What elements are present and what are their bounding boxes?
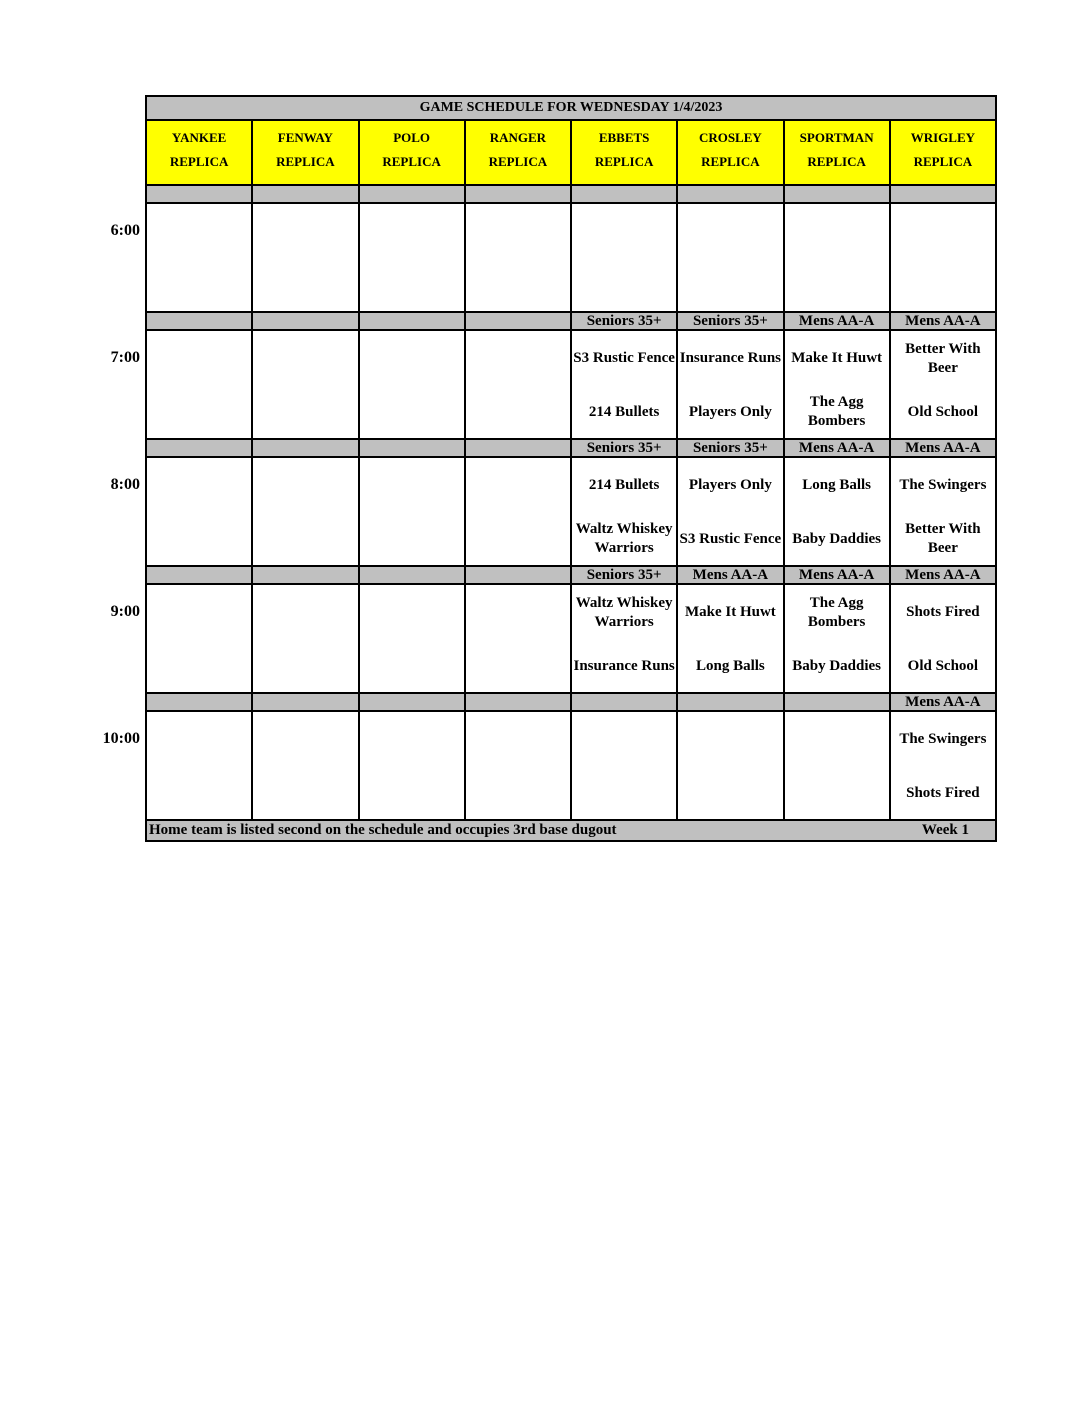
division-label: Seniors 35+ [572, 567, 678, 583]
away-team: Waltz Whiskey Warriors [575, 594, 673, 630]
division-label [147, 694, 253, 710]
division-label [891, 186, 995, 202]
division-label: Seniors 35+ [572, 313, 678, 329]
field-header-fenway [253, 121, 359, 184]
game-slot-row [147, 585, 995, 692]
game-cell [891, 458, 995, 565]
game-cell [360, 585, 466, 692]
field-type: REPLICA [807, 154, 866, 169]
field-name: EBBETS [598, 130, 650, 145]
game-cell [785, 585, 891, 692]
game-cell [147, 204, 253, 311]
time-label: 9:00 [110, 603, 140, 620]
game-slot-row [147, 458, 995, 565]
field-header-ranger [466, 121, 572, 184]
schedule-table [145, 95, 997, 842]
division-row [147, 438, 995, 458]
home-team: Players Only [688, 403, 772, 420]
game-cell [466, 458, 572, 565]
game-cell [253, 712, 359, 819]
division-label: Seniors 35+ [572, 440, 678, 456]
game-cell [785, 458, 891, 565]
game-cell [147, 712, 253, 819]
field-header-crosley [678, 121, 784, 184]
game-cell [572, 585, 678, 692]
time-label: 6:00 [110, 222, 140, 239]
division-row [147, 311, 995, 331]
field-name: SPORTMAN [799, 130, 874, 145]
away-team: The Swingers [899, 477, 987, 493]
game-slot-row [147, 331, 995, 438]
away-team: The Agg Bombers [807, 594, 866, 630]
game-cell [147, 585, 253, 692]
game-cell [253, 204, 359, 311]
game-cell [253, 585, 359, 692]
division-label [253, 313, 359, 329]
field-type: REPLICA [169, 154, 229, 169]
division-label [147, 567, 253, 583]
away-team: Long Balls [802, 477, 872, 493]
division-label [147, 313, 253, 329]
game-cell [678, 331, 784, 438]
game-cell [891, 585, 995, 692]
division-label [360, 313, 466, 329]
game-cell [678, 585, 784, 692]
game-cell [360, 204, 466, 311]
home-team: Waltz Whiskey Warriors [575, 521, 673, 556]
division-label: Mens AA-A [678, 567, 784, 583]
away-team: S3 Rustic Fence [573, 350, 675, 366]
field-name: CROSLEY [698, 130, 762, 145]
home-team: Insurance Runs [573, 657, 675, 674]
division-label: Seniors 35+ [678, 440, 784, 456]
game-cell [572, 204, 678, 311]
time-label: 10:00 [102, 730, 140, 747]
division-label: Mens AA-A [785, 567, 891, 583]
game-cell [466, 712, 572, 819]
game-cell [891, 331, 995, 438]
division-label [466, 567, 572, 583]
division-label [360, 440, 466, 456]
game-cell [360, 712, 466, 819]
time-slots [147, 184, 995, 819]
division-label: Mens AA-A [785, 440, 891, 456]
away-team: 214 Bullets [588, 477, 660, 493]
division-label [360, 694, 466, 710]
division-label [785, 694, 891, 710]
division-label [466, 313, 572, 329]
division-label [253, 567, 359, 583]
field-name: FENWAY [277, 130, 333, 145]
game-cell [678, 458, 784, 565]
field-header-row [147, 121, 995, 184]
division-label [147, 440, 253, 456]
away-team: Make It Huwt [684, 604, 776, 620]
game-cell [360, 458, 466, 565]
division-row [147, 184, 995, 204]
division-label [572, 186, 678, 202]
division-label [360, 186, 466, 202]
game-slot-row [147, 204, 995, 311]
field-type: REPLICA [913, 154, 973, 169]
division-label [678, 186, 784, 202]
home-team: S3 Rustic Fence [679, 530, 782, 547]
field-type: REPLICA [382, 154, 441, 169]
schedule-footer [147, 819, 995, 840]
game-cell [785, 331, 891, 438]
week-label: Week 1 [921, 822, 969, 838]
game-cell [147, 458, 253, 565]
field-header-polo [360, 121, 466, 184]
game-cell [785, 712, 891, 819]
game-cell [466, 204, 572, 311]
game-cell [891, 712, 995, 819]
field-type: REPLICA [488, 154, 548, 169]
away-team: Make It Huwt [791, 350, 883, 366]
home-team: 214 Bullets [588, 403, 660, 420]
schedule-title: GAME SCHEDULE FOR WEDNESDAY 1/4/2023 [147, 97, 995, 121]
division-row [147, 565, 995, 585]
division-label [253, 186, 359, 202]
game-cell [253, 331, 359, 438]
division-label [466, 440, 572, 456]
field-header-yankee [147, 121, 253, 184]
division-label [253, 440, 359, 456]
time-label: 7:00 [110, 349, 140, 366]
game-cell [572, 331, 678, 438]
game-cell [253, 458, 359, 565]
game-cell [891, 204, 995, 311]
away-team: Better With Beer [905, 340, 981, 376]
game-cell [572, 458, 678, 565]
game-cell [466, 585, 572, 692]
away-team: Shots Fired [906, 604, 980, 620]
field-name: YANKEE [171, 130, 227, 145]
field-name: RANGER [489, 130, 547, 145]
time-label: 8:00 [110, 476, 140, 493]
division-label: Mens AA-A [905, 313, 981, 329]
field-name: POLO [393, 130, 431, 145]
division-label: Mens AA-A [785, 313, 891, 329]
away-team: The Swingers [899, 731, 987, 747]
home-team: Shots Fired [906, 784, 980, 801]
division-label [572, 694, 678, 710]
field-header-sportman [785, 121, 891, 184]
home-team: Old School [907, 403, 979, 420]
division-label [466, 186, 572, 202]
division-label: Mens AA-A [905, 440, 981, 456]
field-type: REPLICA [276, 154, 335, 169]
game-cell [678, 204, 784, 311]
division-label [466, 694, 572, 710]
away-team: Players Only [688, 477, 772, 493]
field-header-ebbets [572, 121, 678, 184]
away-team: Insurance Runs [679, 350, 782, 366]
home-team: Baby Daddies [792, 530, 882, 547]
game-slot-row [147, 712, 995, 819]
home-team-note: Home team is listed second on the schedule and occupies 3rd base dugout [149, 822, 617, 838]
home-team: Old School [907, 657, 979, 674]
field-name: WRIGLEY [910, 130, 976, 145]
game-cell [678, 712, 784, 819]
division-label: Mens AA-A [905, 567, 981, 583]
field-type: REPLICA [701, 154, 760, 169]
home-team: The Agg Bombers [807, 394, 866, 429]
game-cell [466, 331, 572, 438]
game-cell [785, 204, 891, 311]
game-cell [147, 331, 253, 438]
division-label: Seniors 35+ [678, 313, 784, 329]
division-label: Mens AA-A [905, 694, 981, 710]
home-team: Better With Beer [905, 521, 981, 556]
division-label [360, 567, 466, 583]
home-team: Long Balls [695, 657, 765, 674]
division-label [253, 694, 359, 710]
division-label [785, 186, 891, 202]
game-cell [572, 712, 678, 819]
field-header-wrigley [891, 121, 995, 184]
home-team: Baby Daddies [792, 657, 882, 674]
division-label [147, 186, 253, 202]
division-row [147, 692, 995, 712]
division-label [678, 694, 784, 710]
game-cell [360, 331, 466, 438]
field-type: REPLICA [594, 154, 654, 169]
